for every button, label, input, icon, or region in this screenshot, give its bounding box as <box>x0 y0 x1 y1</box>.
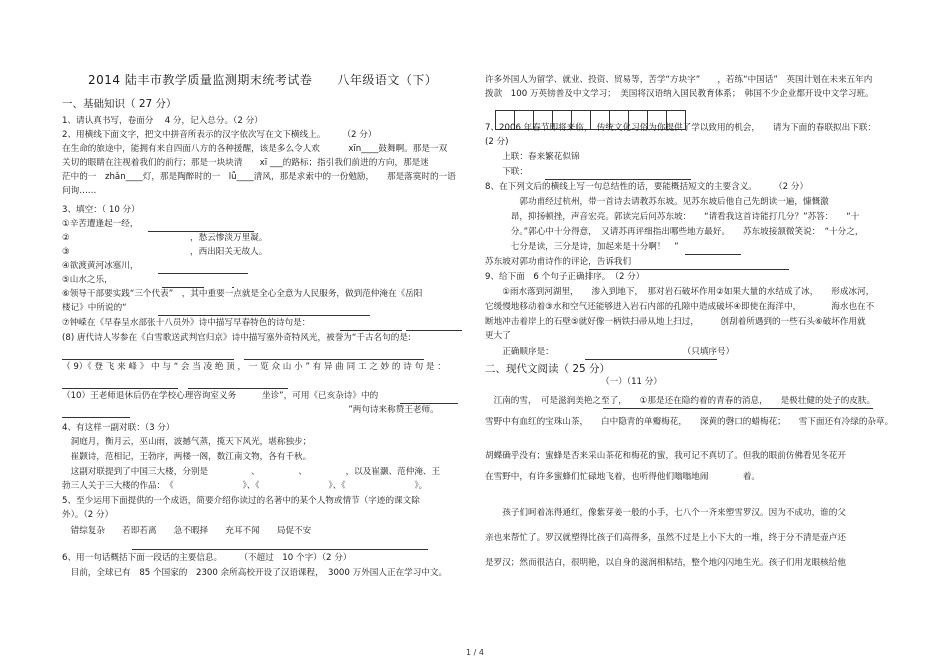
text-line: 昂，抑扬顿挫，声音宏亮。郭读完后问苏东坡： “请看我这首诗能打几分？”苏答： “十 <box>485 212 860 222</box>
text-line: 错综复杂 若即若离 急不暇择 充耳不闻 局促不安 <box>62 526 312 536</box>
answer-blank[interactable] <box>545 170 691 180</box>
answer-blank[interactable] <box>685 245 741 255</box>
text-line: 正确顺序是： （只填序号） <box>485 347 735 357</box>
text-line: 许多外国人为留学、就业、投资、贸易等，苦学“方块字” ，若练“中国话” 英国计划在未来五年内 <box>485 75 873 85</box>
text-line: 雪野中有血红的宝珠山茶， 白中隐青的单瓣梅花， 深黄的磬口的蜡梅花； 雪下面还有冷绿的杂草。 <box>485 417 894 427</box>
text-line: 郭功甫经过杭州，带一首诗去请教苏东坡。见苏东坡后他自己先朗读一遍，慷慨激 <box>485 197 829 207</box>
text-line: ①辛苦遭逢起一经， <box>62 219 139 229</box>
answer-blank[interactable] <box>589 260 789 270</box>
text-line: 洞庭月，衡月云，巫山雨，波撼气蒸，揽天下风光，堪称独步； <box>62 437 312 447</box>
answer-blank[interactable] <box>400 394 458 404</box>
text-line: 问询…… <box>62 186 97 196</box>
text-line: 楼记》中所说的“ <box>62 303 127 313</box>
text-line: 在雪野中，有许多蜜蜂们忙碌地飞着，也听得他们嗡嗡地闹 着。 <box>485 472 761 482</box>
text-line: ”两句诗来称赞王老师。 <box>62 405 439 415</box>
text-line: （一）（11 分） <box>485 377 662 387</box>
text-line: ③ ，西出阳关无故人。 <box>62 247 268 257</box>
text-line: 江南的雪， 可是滋润美艳之至了， ①那是还在隐约着的青春的消息， 是极壮健的处子的皮肤。 <box>485 396 876 406</box>
exam-title: 2014 陆丰市教学质量监测期末统考试卷 八年级语文（下） <box>88 73 438 87</box>
text-line: (2 分) <box>485 137 509 147</box>
page-number: 1 / 4 <box>466 648 484 657</box>
section-heading: 二、现代文阅读（ 25 分） <box>485 363 611 375</box>
text-line: ⑤山水之乐， <box>62 275 113 285</box>
text-line: 1、请认真书写，卷面分 4 分，记入总分。（2 分） <box>62 116 263 126</box>
text-line: ①雨水落到河湖里， 渗入到地下， 那对岩石破坏作用②如果大量的水结成了冰， 形成冰河， <box>485 287 875 297</box>
text-line: ④欲渡黄河冰塞川， <box>62 261 139 271</box>
answer-blank[interactable] <box>162 278 204 288</box>
text-line: 是罗汉；然而很洁白，很明艳，以自身的滋润相粘结，整个地闪闪地生光。孩子们用龙眼核给他 <box>485 558 846 568</box>
text-line: 8、在下列文后的横线上写一句总结性的话，要能概括短文的主要含义。 （2 分） <box>485 182 809 192</box>
answer-blank[interactable] <box>148 222 254 232</box>
answer-blank[interactable] <box>158 306 370 316</box>
answer-blank[interactable] <box>585 350 717 360</box>
answer-blank[interactable] <box>603 399 873 409</box>
text-line: 茫中的一 zhǎn____灯，那是陶醉时的一 lǚ____清风，那是求索中的一份勉励， 那是落寞时的一语 <box>62 172 456 182</box>
text-line: 关切的眼睛在注视着我们的前行；那是一块块清 xī ___的路标；指引我们前进的方向，那是迷 <box>62 158 429 168</box>
answer-blank[interactable] <box>62 379 178 389</box>
text-line: ② ，愁云惨淡万里凝。 <box>62 233 268 243</box>
text-line: 4、有这样一副对联：（3 分） <box>62 423 175 433</box>
section-heading: 一、基础知识（ 27 分） <box>62 98 177 110</box>
text-line: 断地冲击着岸上的石壁⑤就好像一柄铁扫帚从地上扫过， 创刮着所遇到的一些石头⑥破坏作用就 <box>485 317 866 327</box>
text-line: 这副对联提到了中国三大楼，分别是 、 、 ，以及崔灏、范仲淹、王 <box>62 467 441 477</box>
text-line: 孩子们呵着冻得通红，像紫芽姜一般的小手，七八个一齐来塑雪罗汉。因为不成功，谁的父 <box>485 508 846 518</box>
text-line: 目前，全球已有 85 个国家的 2300 余所高校开设了汉语课程， 3000 万外国人正在学习中文。 <box>62 568 448 578</box>
text-line: 在生命的旅途中，能拥有来自四面八方的各种援醒，该是多么令人欢 xīn____鼓舞啊。那是一双 <box>62 144 448 154</box>
answer-blank[interactable] <box>340 321 402 331</box>
answer-blank[interactable] <box>158 264 248 274</box>
text-line: 下联： <box>485 167 528 177</box>
text-line: 6、用一句话概括下面一段话的主要信息。 （不超过 10 个字）（2 分） <box>62 553 352 563</box>
text-line: 胡蝶确乎没有；蜜蜂是否来采山茶花和梅花的蜜，我可记不真切了。但我的眼前仿佛看见冬花开 <box>485 451 846 461</box>
answer-blank[interactable] <box>188 379 288 389</box>
text-line: 勃三人关于三大楼的作品： 《 》、《 》、《 》。 <box>62 481 428 491</box>
text-line: （10）王老师退休后仍在学校心理咨询室义务 坐诊”，可用《已亥杂诗》中的 <box>62 391 379 401</box>
text-line: ⑦钟嵘在《早春呈水部张十八员外》诗中描写早春特色的诗句是： <box>62 318 311 328</box>
text-line: 外）。（2 分） <box>62 510 114 520</box>
text-line: ⑥领导干部要实践“三个代表” ，其中重要一点就是全心全意为人民服务，做到范仲淹在《岳阳 <box>62 289 423 299</box>
text-line: 拨款 100 万英镑普及中文学习； 美国将汉语纳入国民教育体系； 韩国不少企业都开设中文学习班。 <box>485 89 874 99</box>
text-line: 上联：春来繁花似锦 <box>485 152 580 162</box>
text-line: 亲也来帮忙了。罗汉就塑得比孩子们高得多，虽然不过是上小下大的一堆，终于分不清是壶卢还 <box>485 533 846 543</box>
text-line: 七分是读，三分是诗，加起来是十分啊！ ” <box>485 242 679 252</box>
answer-blank[interactable] <box>244 350 424 360</box>
answer-blank[interactable] <box>232 278 234 288</box>
text-line: （ 9）《 登 飞 来 峰 》 中 与 “ 会 当 凌 绝 顶 ， 一 览 众 山 小 ” 有 异 曲 同 工 之 妙 的 诗 句 是 ： <box>62 362 446 372</box>
text-line: 5、至少运用下面提供的一个成语，简要介绍你读过的名著中的某个人物或情节（字迹的课文除 <box>62 496 420 506</box>
text-line: 2、用横线下面文字，把文中拼音所表示的汉字依次写在文下横线上。 （2 分） <box>62 130 377 140</box>
answer-blank[interactable] <box>62 408 130 418</box>
text-line: 7、2006 年春节即将来临， 传统文化习俗为你提供了学以致用的机会， 请为下面的春联拟出下联： <box>485 123 877 133</box>
text-line: 分。”郭心中十分得意， 又请苏再评细指出哪些地方最好。 苏东坡接颔微笑说： “十分之， <box>485 227 864 237</box>
text-line: 3、填空：（ 10 分） <box>62 205 140 215</box>
answer-blank[interactable] <box>62 350 234 360</box>
text-line: 它缓慢地移动着③水和空气还能够进入岩石内部的孔隙中造成破坏④即使在海洋中， 海水也在不 <box>485 302 875 312</box>
text-line: (8) 唐代诗人岑参在《白雪歌送武判官归京》诗中描写塞外奇特风光，被誉为“千古名句的是: <box>62 333 411 343</box>
text-line: 苏东坡对郭功甫诗作的评论，告诉我们 <box>485 257 632 267</box>
text-line: 更大了 <box>485 331 511 341</box>
answer-blank[interactable] <box>406 321 462 331</box>
answer-blank[interactable] <box>132 540 428 550</box>
text-line: 崔颢诗，范相记，王勃序，两楼一阁，数江南文物，各有千秋。 <box>62 452 312 462</box>
text-line: 9、给下面 6 个句子正确排序。 （2 分） <box>485 272 645 282</box>
